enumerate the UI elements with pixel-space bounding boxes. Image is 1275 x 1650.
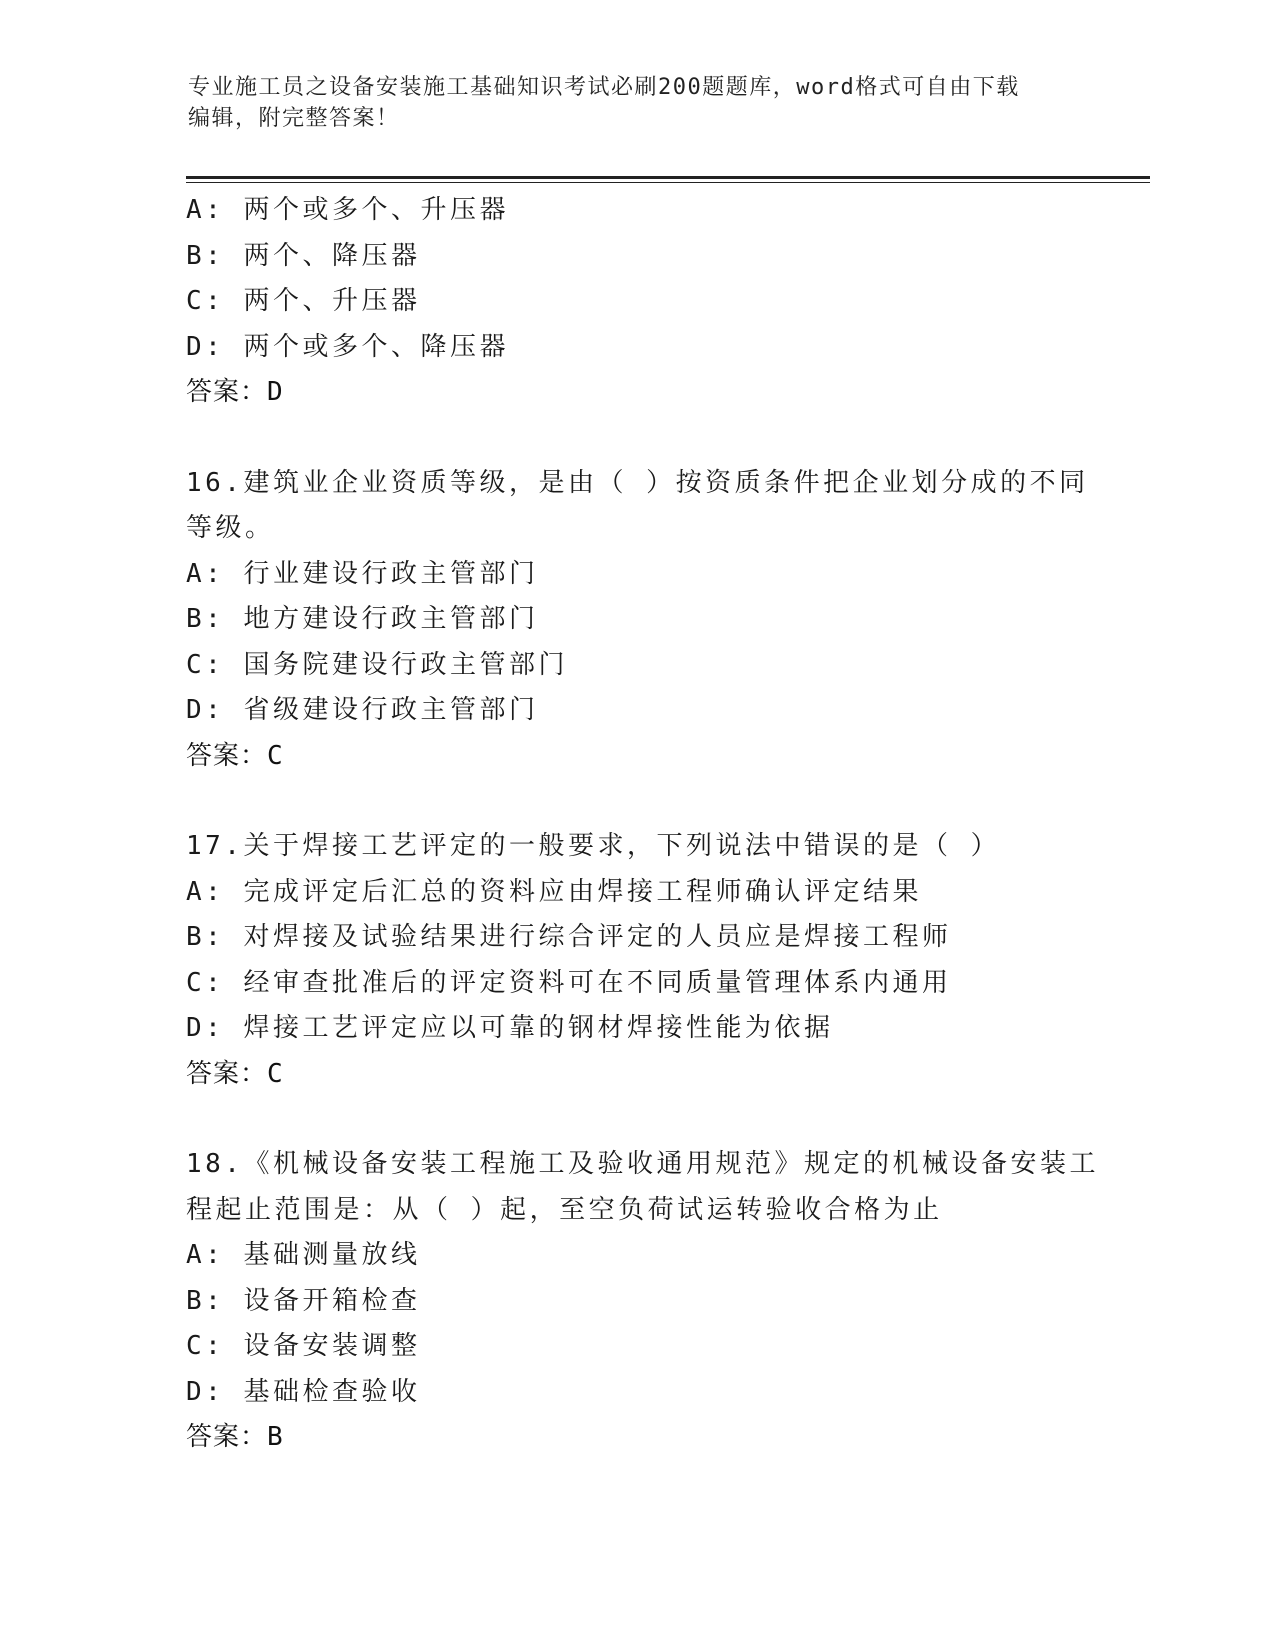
option-b: B: 地方建设行政主管部门 <box>186 604 539 634</box>
question-16 <box>186 461 1089 780</box>
option-b: B: 对焊接及试验结果进行综合评定的人员应是焊接工程师 <box>186 922 952 952</box>
option-b: B: 设备开箱检查 <box>186 1285 421 1316</box>
header-title-line-2: 编辑，附完整答案！ <box>188 106 400 131</box>
answer-value: B <box>267 1422 284 1452</box>
question-stem: 17.关于焊接工艺评定的一般要求，下列说法中错误的是（ ） <box>186 831 1001 861</box>
answer-line <box>186 370 1086 416</box>
question-stem: 16.建筑业企业资质等级，是由（ ）按资质条件把企业划分成的不同 <box>186 467 1089 498</box>
option-b: B: 两个、降压器 <box>186 240 421 271</box>
option-d: D: 两个或多个、降压器 <box>186 331 509 362</box>
answer-value: C <box>267 740 284 771</box>
option-a: A: 完成评定后汇总的资料应由焊接工程师确认评定结果 <box>186 876 922 907</box>
option-d: D: 基础检查验收 <box>186 1376 421 1407</box>
header-divider-thin <box>186 182 1150 183</box>
question-18 <box>186 1142 1099 1461</box>
answer-label: 答案： <box>186 1422 268 1452</box>
option-a: A: 行业建设行政主管部门 <box>186 558 539 589</box>
document-body <box>186 188 1099 1461</box>
option-c: C: 设备安装调整 <box>186 1331 421 1361</box>
option-d: D: 焊接工艺评定应以可靠的钢材焊接性能为依据 <box>186 1013 834 1043</box>
answer-label: 答案： <box>186 1058 268 1089</box>
question-stem-continued: 等级。 <box>186 513 275 543</box>
header-divider <box>186 176 1150 179</box>
answer-line <box>186 734 1086 780</box>
question-15 <box>186 188 1086 416</box>
answer-value: D <box>267 377 284 407</box>
answer-value: C <box>267 1058 284 1089</box>
option-c: C: 国务院建设行政主管部门 <box>186 649 568 680</box>
page-header <box>188 72 1068 134</box>
option-a: A: 两个或多个、升压器 <box>186 195 509 225</box>
option-a: A: 基础测量放线 <box>186 1240 421 1270</box>
question-17 <box>186 824 1086 1097</box>
answer-line <box>186 1415 1086 1461</box>
option-d: D: 省级建设行政主管部门 <box>186 695 539 725</box>
answer-label: 答案： <box>186 377 268 407</box>
answer-label: 答案： <box>186 740 268 771</box>
header-title-line-1: 专业施工员之设备安装施工基础知识考试必刷200题题库，word格式可自由下载 <box>188 75 1020 100</box>
option-c: C: 经审查批准后的评定资料可在不同质量管理体系内通用 <box>186 967 952 998</box>
question-stem: 18.《机械设备安装工程施工及验收通用规范》规定的机械设备安装工 <box>186 1149 1099 1179</box>
answer-line <box>186 1052 1086 1098</box>
option-c: C: 两个、升压器 <box>186 286 421 316</box>
question-stem-continued: 程起止范围是：从（ ）起，至空负荷试运转验收合格为止 <box>186 1194 943 1225</box>
